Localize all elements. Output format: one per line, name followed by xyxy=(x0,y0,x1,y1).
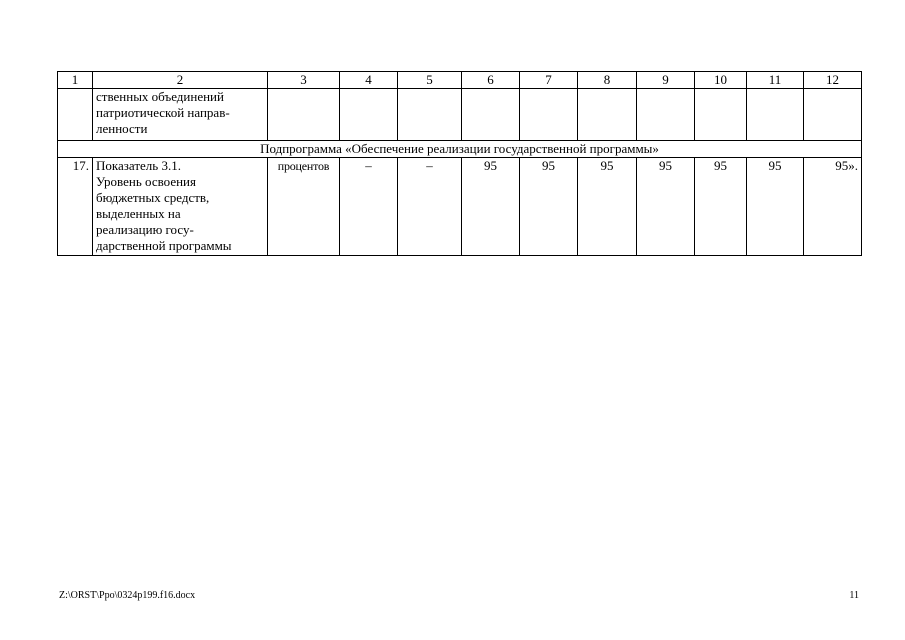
table-header-row xyxy=(58,72,862,89)
indicator-name-line: бюджетных средств, xyxy=(96,190,210,205)
table-cell xyxy=(58,89,93,141)
table-cell xyxy=(747,89,804,141)
value-cell-6: 95 xyxy=(462,158,520,256)
value-cell-4: – xyxy=(340,158,398,256)
header-cell-4: 4 xyxy=(340,72,398,89)
header-cell-10: 10 xyxy=(695,72,747,89)
table-cell xyxy=(804,89,862,141)
table-cell xyxy=(695,89,747,141)
indicator-name-cell xyxy=(93,89,268,141)
header-cell-11: 11 xyxy=(747,72,804,89)
value-cell-11: 95 xyxy=(747,158,804,256)
header-cell-7: 7 xyxy=(520,72,578,89)
header-cell-9: 9 xyxy=(637,72,695,89)
indicator-name-line: выделенных на xyxy=(96,206,181,221)
indicators-table xyxy=(57,71,862,256)
page-number: 11 xyxy=(849,590,859,601)
table-row-continuation xyxy=(58,89,862,141)
indicator-name-cell xyxy=(93,158,268,256)
table-cell xyxy=(268,89,340,141)
table-cell xyxy=(637,89,695,141)
row-number: 17. xyxy=(58,158,93,256)
unit-cell: процентов xyxy=(268,158,340,256)
table-cell xyxy=(398,89,462,141)
table-cell xyxy=(462,89,520,141)
header-cell-2: 2 xyxy=(93,72,268,89)
indicator-name-line: ственных объединений xyxy=(96,89,224,104)
section-title: Подпрограмма «Обеспечение реализации государственной программы» xyxy=(58,141,862,158)
footer-file-path: Z:\ORST\Ppo\0324p199.f16.docx xyxy=(59,590,196,601)
indicator-name-line: Уровень освоения xyxy=(96,174,196,189)
indicator-name-line: Показатель 3.1. xyxy=(96,158,181,173)
indicator-name-line: реализацию госу- xyxy=(96,222,194,237)
value-cell-5: – xyxy=(398,158,462,256)
indicator-name-line: дарственной программы xyxy=(96,238,232,253)
table-row-17 xyxy=(58,158,862,256)
header-cell-1: 1 xyxy=(58,72,93,89)
header-cell-6: 6 xyxy=(462,72,520,89)
indicator-name-line: патриотической направ- xyxy=(96,105,230,120)
table-cell xyxy=(520,89,578,141)
value-cell-9: 95 xyxy=(637,158,695,256)
header-cell-8: 8 xyxy=(578,72,637,89)
value-cell-7: 95 xyxy=(520,158,578,256)
section-title-row xyxy=(58,141,862,158)
table-cell xyxy=(340,89,398,141)
value-cell-8: 95 xyxy=(578,158,637,256)
table-cell xyxy=(578,89,637,141)
value-cell-10: 95 xyxy=(695,158,747,256)
indicator-name-line: ленности xyxy=(96,121,148,136)
value-cell-12: 95». xyxy=(804,158,862,256)
header-cell-5: 5 xyxy=(398,72,462,89)
header-cell-3: 3 xyxy=(268,72,340,89)
header-cell-12: 12 xyxy=(804,72,862,89)
